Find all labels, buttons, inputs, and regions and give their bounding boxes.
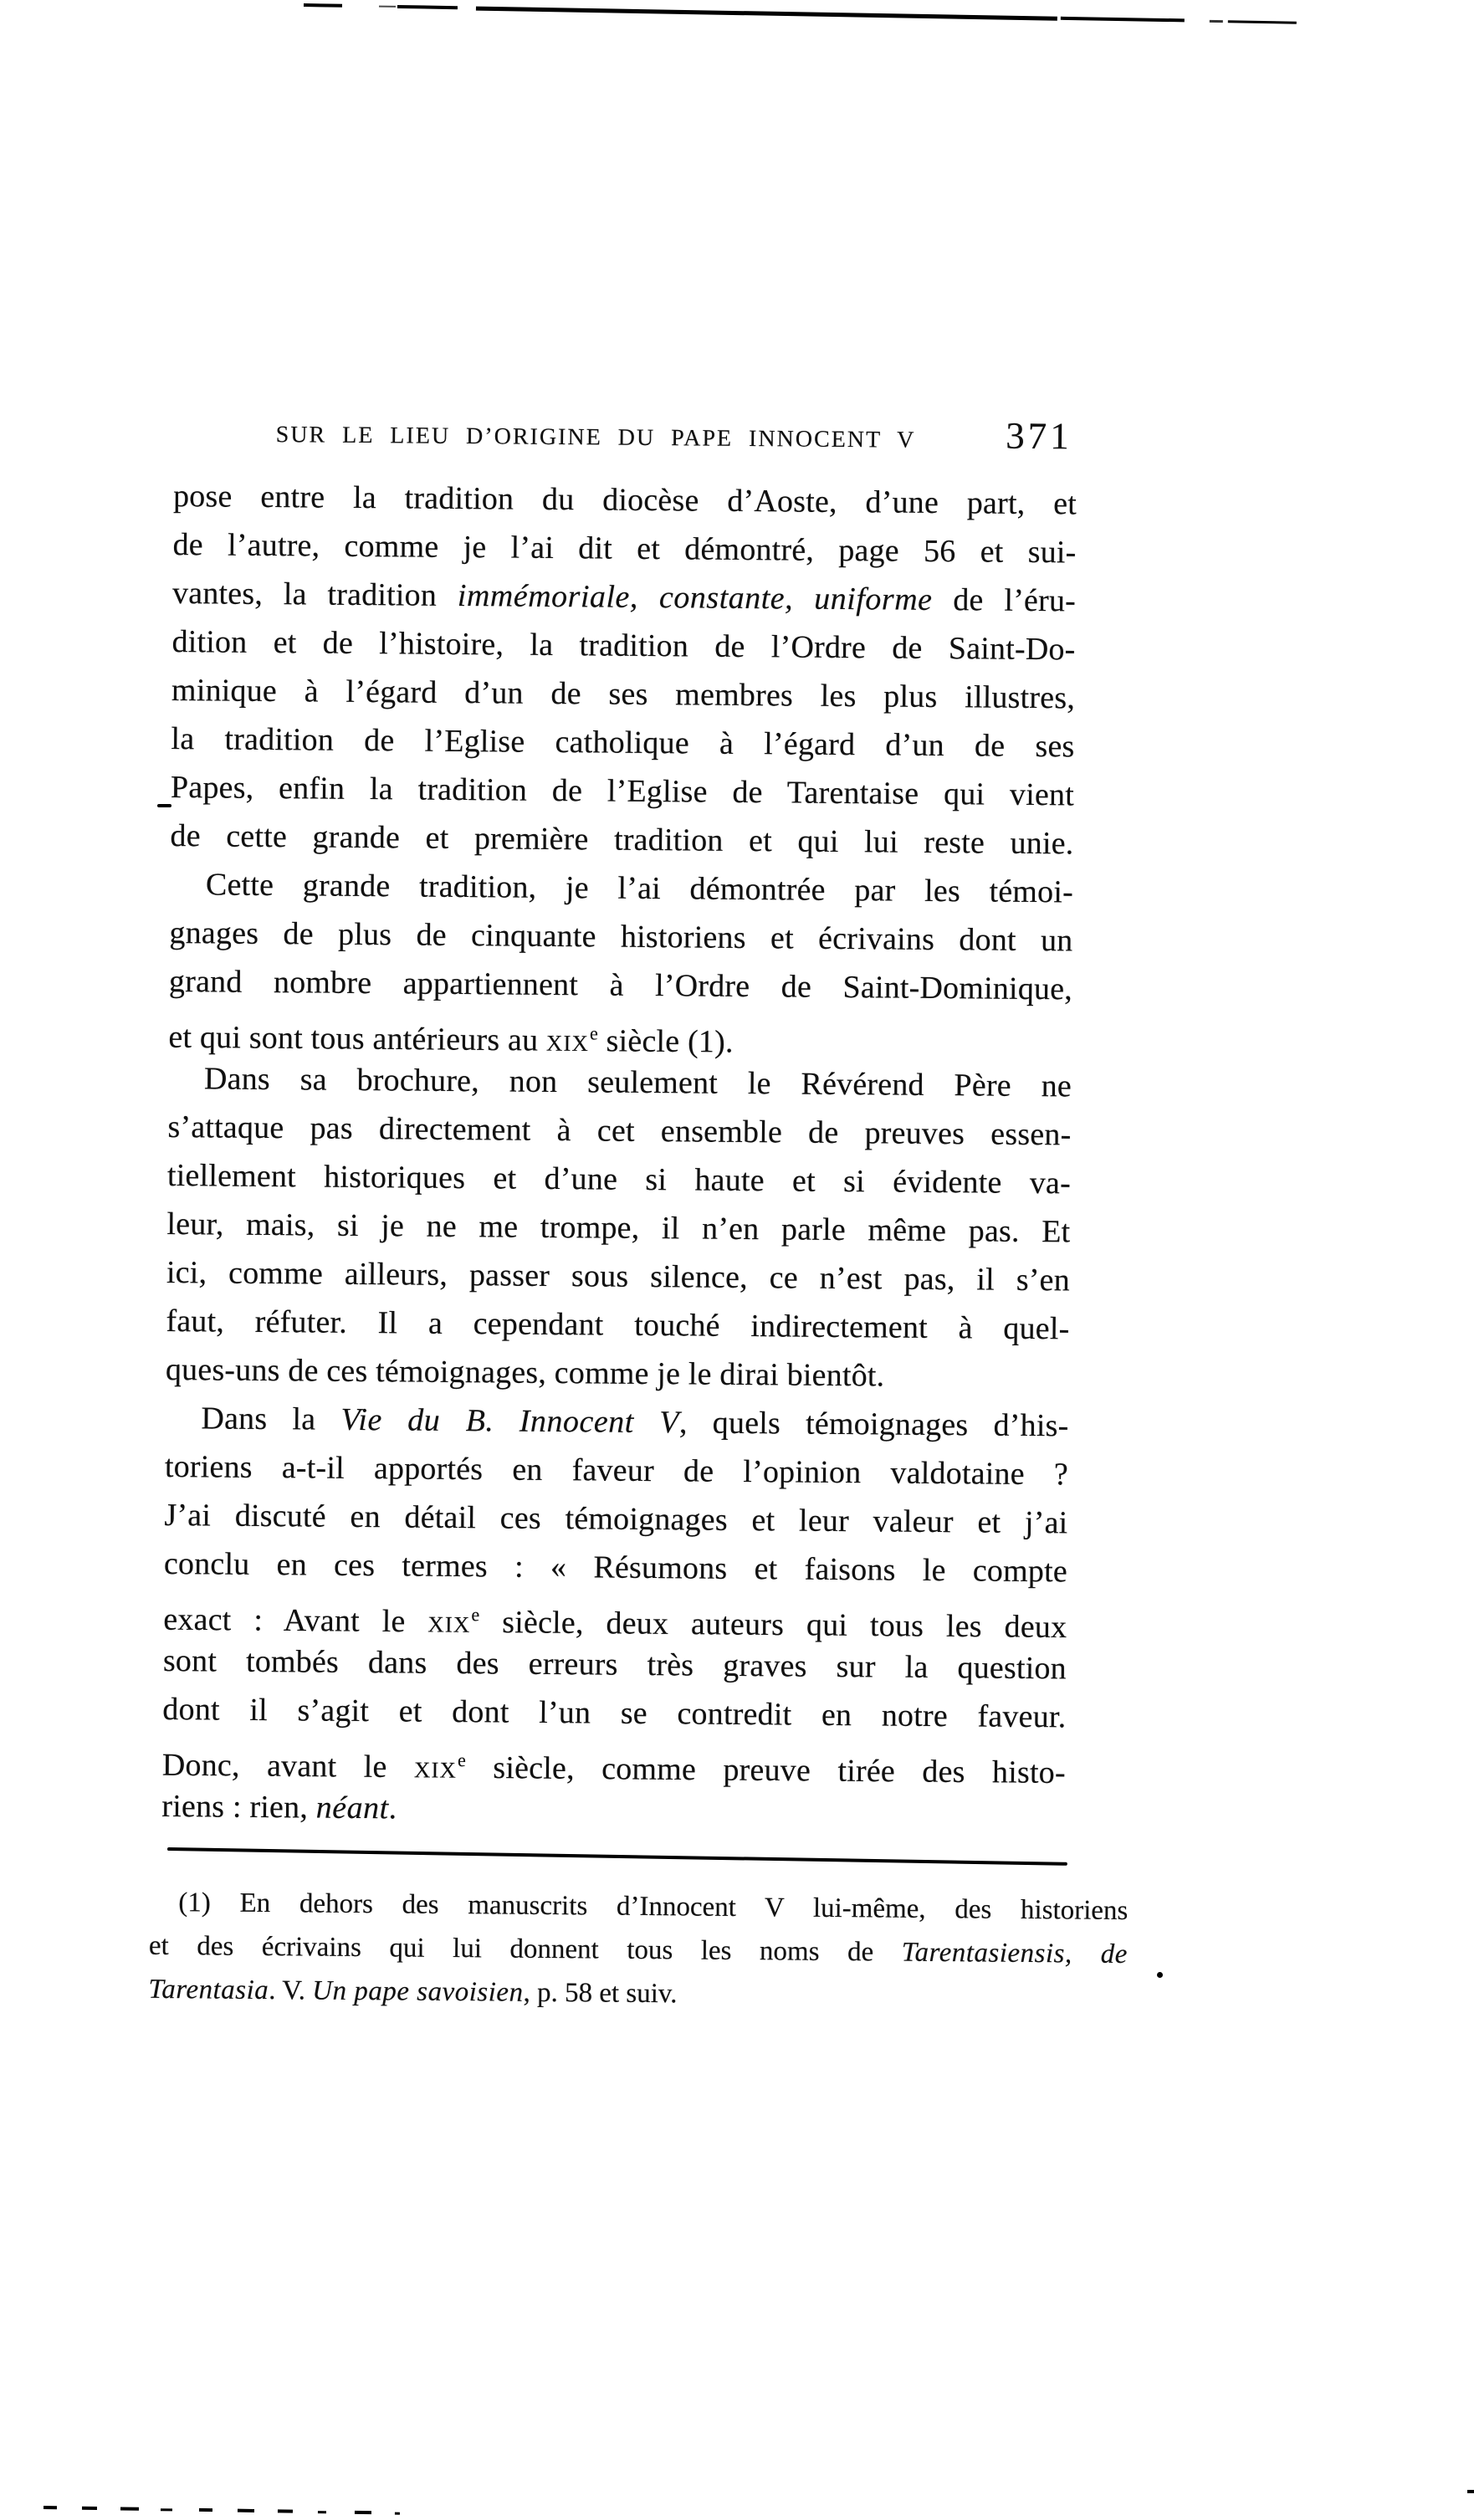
text-line	[169, 909, 1072, 965]
artifact-segment	[1210, 19, 1223, 22]
text-segment: grand nombre appartiennent à l’Ordre de Saint-Dominique,	[168, 963, 1073, 1007]
text-segment: e	[457, 1749, 467, 1771]
text-segment: e	[471, 1604, 480, 1626]
page-number: 371	[1006, 414, 1072, 458]
text-line	[167, 1103, 1071, 1159]
text-segment: immémoriale, constante, uniforme	[457, 577, 933, 617]
text-segment: xix	[545, 1022, 590, 1059]
artifact-segment	[476, 6, 1057, 20]
artifact-segment	[44, 2506, 57, 2509]
text-segment: Tarentasia	[148, 1974, 269, 2006]
text-line	[166, 1345, 1069, 1401]
text-line	[169, 957, 1072, 1013]
text-line	[166, 1248, 1070, 1304]
scan-artifact-top-edge-line	[304, 3, 1297, 25]
text-segment: Papes, enfin la tradition de l’Eglise de Tarentaise qui vient	[170, 769, 1075, 813]
text-segment: xix	[427, 1604, 471, 1640]
text-segment: exact : Avant le	[163, 1601, 428, 1640]
footnote	[148, 1881, 1128, 2020]
artifact-segment	[199, 2508, 212, 2512]
text-segment: leur, mais, si je ne me trompe, il n’en parle même pas. Et	[166, 1206, 1071, 1250]
text-segment: pose entre la tradition du diocèse d’Aoste, d’une part, et	[172, 478, 1077, 522]
text-segment: Tarentasiensis, de	[901, 1937, 1129, 1970]
text-segment: tiellement historiques et d’une si haute et si évidente va-	[166, 1157, 1072, 1201]
text-segment: de l’éru-	[932, 581, 1077, 619]
text-segment: (1) En dehors des manuscrits d’Innocent V lui-même, des historiens	[178, 1887, 1129, 1927]
text-segment: Cette grande tradition, je l’ai démontrée par les témoi-	[205, 867, 1074, 910]
artifact-segment	[1061, 17, 1185, 23]
artifact-segment	[82, 2507, 97, 2510]
text-segment: de l’autre, comme je l’ai dit et démontré, page 56 et sui-	[172, 526, 1077, 571]
text-segment: J’ai discuté en détail ces témoignages et leur valeur et j’ai	[164, 1497, 1068, 1541]
text-segment: siècle, deux auteurs qui tous les deux	[479, 1604, 1067, 1646]
paragraph	[148, 1881, 1128, 2020]
text-line	[162, 1734, 1066, 1790]
artifact-segment	[238, 2509, 254, 2512]
artifact-segment	[1228, 20, 1297, 23]
text-segment: ici, comme ailleurs, passer sous silence, ce n’est pas, il s’en	[166, 1254, 1071, 1298]
paragraph	[170, 472, 1077, 868]
text-segment: siècle (1).	[597, 1023, 734, 1060]
text-segment: . V.	[269, 1975, 313, 2006]
text-line	[168, 1054, 1072, 1110]
text-segment: sont tombés dans des erreurs très graves sur la question	[162, 1642, 1067, 1687]
text-line	[171, 763, 1074, 819]
running-head-title: SUR LE LIEU D’ORIGINE DU PAPE INNOCENT V	[275, 422, 916, 453]
running-head	[174, 407, 1077, 458]
text-line	[163, 1636, 1067, 1693]
text-segment: Dans la	[201, 1401, 341, 1437]
text-segment: siècle, comme preuve tirée des histo-	[465, 1749, 1066, 1791]
text-segment: néant	[315, 1790, 389, 1826]
text-segment: vantes, la tradition	[171, 575, 458, 613]
artifact-segment	[397, 5, 458, 9]
text-line	[170, 812, 1073, 868]
text-segment: et des écrivains qui lui donnent tous les noms de	[148, 1930, 902, 1968]
text-segment: riens : rien,	[161, 1788, 316, 1826]
text-segment: toriens a-t-il apportés en faveur de l’opinion valdotaine ?	[164, 1448, 1069, 1493]
text-line	[171, 617, 1075, 674]
text-line	[172, 569, 1076, 625]
text-segment: Un pape savoisien	[312, 1975, 524, 2008]
text-segment: xix	[413, 1749, 458, 1785]
text-line	[173, 472, 1077, 528]
scan-artifact-edge-tick	[1467, 2490, 1474, 2493]
artifact-segment	[161, 2508, 172, 2511]
text-segment: faut, réfuter. Il a cependant touché indirectement à quel-	[166, 1303, 1070, 1347]
artifact-segment	[318, 2511, 326, 2513]
text-segment: gnages de plus de cinquante historiens et écrivains dont un	[169, 914, 1073, 959]
text-line	[166, 1297, 1069, 1353]
body-text	[161, 472, 1077, 1838]
text-line	[171, 715, 1074, 771]
paragraph	[161, 1394, 1069, 1838]
text-line	[164, 1491, 1067, 1547]
text-segment: dition et de l’histoire, la tradition de l’Ordre de Saint-Do-	[171, 623, 1076, 668]
artifact-segment	[304, 3, 342, 8]
artifact-segment	[379, 6, 396, 8]
text-line	[162, 1685, 1066, 1741]
text-line	[167, 1151, 1071, 1207]
scan-artifact-margin-tick	[157, 804, 171, 807]
text-segment: , p. 58 et suiv.	[523, 1977, 678, 2010]
text-segment: Dans sa brochure, non seulement le Révérend Père ne	[203, 1061, 1072, 1104]
text-line	[168, 1006, 1072, 1062]
text-segment: la tradition de l’Eglise catholique à l’égard d’un de ses	[171, 720, 1075, 765]
artifact-segment	[278, 2509, 293, 2512]
artifact-segment	[120, 2507, 139, 2510]
scan-artifact-bottom-dashes	[44, 2505, 400, 2516]
paragraph	[168, 860, 1073, 1062]
text-line	[164, 1539, 1067, 1595]
text-segment: dont il s’agit et dont l’un se contredit en notre faveur.	[162, 1691, 1067, 1735]
text-segment: , quels témoignages d’his-	[678, 1405, 1069, 1444]
text-line	[172, 520, 1076, 576]
text-line	[148, 1968, 1127, 2020]
text-segment: minique à l’égard d’un de ses membres les plus illustres,	[171, 672, 1076, 716]
text-segment: de cette grande et première tradition et qui lui reste unie.	[170, 817, 1074, 862]
text-segment: e	[589, 1022, 599, 1044]
text-segment: Vie du B. Innocent V	[340, 1401, 680, 1441]
text-segment: Donc, avant le	[161, 1747, 415, 1785]
text-segment: ques-uns de ces témoignages, comme je le dirai bientôt.	[165, 1351, 885, 1394]
text-line	[170, 860, 1073, 916]
text-line	[166, 1200, 1070, 1256]
scan-artifact-ink-dot	[1157, 1972, 1163, 1978]
text-line	[171, 666, 1075, 722]
artifact-segment	[355, 2511, 371, 2514]
text-segment: conclu en ces termes : « Résumons et faisons le compte	[163, 1545, 1068, 1590]
text-segment: .	[388, 1790, 397, 1826]
printed-content	[148, 407, 1129, 2019]
paragraph	[166, 1054, 1072, 1401]
text-segment: et qui sont tous antérieurs au	[168, 1019, 547, 1058]
text-line	[165, 1442, 1068, 1498]
text-segment: s’attaque pas directement à cet ensemble de preuves essen-	[167, 1109, 1072, 1153]
text-line	[163, 1588, 1067, 1644]
text-line	[165, 1394, 1068, 1450]
artifact-segment	[395, 2512, 400, 2514]
text-line	[161, 1782, 1065, 1838]
